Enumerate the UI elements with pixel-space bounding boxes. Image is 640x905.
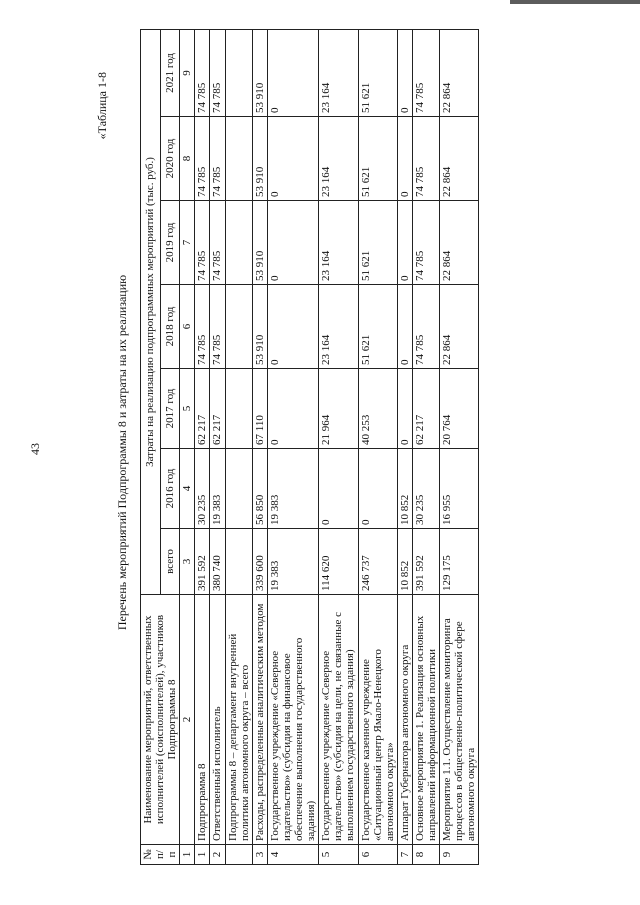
header-year: 2019 год xyxy=(160,201,180,285)
cell-2020: 22 864 xyxy=(440,117,479,201)
cell-2020: 74 785 xyxy=(210,117,225,201)
cell-2021: 74 785 xyxy=(412,29,439,116)
cell-2018: 74 785 xyxy=(412,285,439,369)
row-number: 4 xyxy=(267,845,318,865)
header-year: 2021 год xyxy=(160,29,180,116)
column-index: 6 xyxy=(180,285,195,369)
cell-2018: 74 785 xyxy=(195,285,210,369)
cell-2017: 67 110 xyxy=(252,369,267,449)
cell-total: 114 620 xyxy=(319,529,358,595)
row-number: 1 xyxy=(195,845,210,865)
cell-2016: 30 235 xyxy=(195,449,210,529)
cell-total: 391 592 xyxy=(412,529,439,595)
cell-2021: 74 785 xyxy=(210,29,225,116)
table-row xyxy=(267,29,318,864)
cell-2021 xyxy=(225,29,252,116)
cell-2019: 74 785 xyxy=(195,201,210,285)
row-number: 7 xyxy=(397,845,412,865)
table-row xyxy=(195,29,210,864)
page-number: 43 xyxy=(28,443,42,455)
cell-2017: 62 217 xyxy=(195,369,210,449)
column-index-row xyxy=(180,29,195,864)
cell-2017: 62 217 xyxy=(210,369,225,449)
cell-2018: 23 164 xyxy=(319,285,358,369)
cell-2020: 74 785 xyxy=(412,117,439,201)
header-number: № п/п xyxy=(141,845,180,865)
cell-2019: 23 164 xyxy=(319,201,358,285)
table-row xyxy=(397,29,412,864)
cell-2021: 53 910 xyxy=(252,29,267,116)
table-row xyxy=(210,29,225,864)
header-costs-group: Затраты на реализацию подпрограммных мероприятий (тыс. руб.) xyxy=(141,29,161,594)
cell-total: 129 175 xyxy=(440,529,479,595)
cell-2018: 0 xyxy=(397,285,412,369)
row-name: Аппарат Губернатора автономного округа xyxy=(397,595,412,845)
cell-2021: 0 xyxy=(267,29,318,116)
row-name: Мероприятие 1.1. Осуществление мониторинга процессов в общественно-политической сфере автономного округа xyxy=(440,595,479,845)
cell-2016: 10 852 xyxy=(397,449,412,529)
column-index: 8 xyxy=(180,117,195,201)
cell-2018: 22 864 xyxy=(440,285,479,369)
cell-2020: 53 910 xyxy=(252,117,267,201)
cell-2019: 51 621 xyxy=(358,201,397,285)
cell-2020: 74 785 xyxy=(195,117,210,201)
cell-2021: 0 xyxy=(397,29,412,116)
cell-2017: 21 964 xyxy=(319,369,358,449)
cell-2020: 51 621 xyxy=(358,117,397,201)
cell-2021: 74 785 xyxy=(195,29,210,116)
row-name: Подпрограммы 8 – департамент внутренней политики автономного округа – всего xyxy=(225,595,252,845)
cell-2019: 74 785 xyxy=(412,201,439,285)
cell-2018 xyxy=(225,285,252,369)
cell-2019: 22 864 xyxy=(440,201,479,285)
document-title: Перечень мероприятий Подпрограммы 8 и затраты на их реализацию xyxy=(115,274,129,631)
row-name: Ответственный исполнитель xyxy=(210,595,225,845)
header-year: 2018 год xyxy=(160,285,180,369)
table-row xyxy=(225,29,252,864)
cell-2019: 0 xyxy=(397,201,412,285)
cell-2017: 20 764 xyxy=(440,369,479,449)
row-number xyxy=(225,845,252,865)
cell-2016: 19 383 xyxy=(267,449,318,529)
cell-total: 246 737 xyxy=(358,529,397,595)
cell-2017: 0 xyxy=(267,369,318,449)
cell-2016: 19 383 xyxy=(210,449,225,529)
cell-2021: 51 621 xyxy=(358,29,397,116)
cell-total xyxy=(225,529,252,595)
cell-2018: 51 621 xyxy=(358,285,397,369)
cell-2016: 30 235 xyxy=(412,449,439,529)
row-number: 9 xyxy=(440,845,479,865)
cell-2016: 0 xyxy=(319,449,358,529)
cell-2019: 74 785 xyxy=(210,201,225,285)
cell-2018: 74 785 xyxy=(210,285,225,369)
row-number: 8 xyxy=(412,845,439,865)
cell-total: 10 852 xyxy=(397,529,412,595)
cell-total: 380 740 xyxy=(210,529,225,595)
cell-2016: 56 850 xyxy=(252,449,267,529)
column-index: 3 xyxy=(180,529,195,595)
cell-2019: 0 xyxy=(267,201,318,285)
column-index: 5 xyxy=(180,369,195,449)
cell-2016: 16 955 xyxy=(440,449,479,529)
row-number: 2 xyxy=(210,845,225,865)
cell-2017: 0 xyxy=(397,369,412,449)
table-label: «Таблица 1-8 xyxy=(95,72,109,140)
cell-2017: 62 217 xyxy=(412,369,439,449)
table-row xyxy=(252,29,267,864)
cell-2019 xyxy=(225,201,252,285)
row-number: 3 xyxy=(252,845,267,865)
table-row xyxy=(440,29,479,864)
table-row xyxy=(412,29,439,864)
cell-2016: 0 xyxy=(358,449,397,529)
cell-2019: 53 910 xyxy=(252,201,267,285)
column-index: 9 xyxy=(180,29,195,116)
cell-2020: 23 164 xyxy=(319,117,358,201)
costs-table xyxy=(140,29,479,865)
cell-2018: 53 910 xyxy=(252,285,267,369)
table-row xyxy=(319,29,358,864)
cell-2021: 22 864 xyxy=(440,29,479,116)
cell-2017 xyxy=(225,369,252,449)
row-number: 6 xyxy=(358,845,397,865)
row-number: 5 xyxy=(319,845,358,865)
row-name: Государственное учреждение «Северное издательство» (субсидия на финансовое обеспечение выполнения государственного задания) xyxy=(267,595,318,845)
header-year: 2016 год xyxy=(160,449,180,529)
table-row xyxy=(358,29,397,864)
column-index: 4 xyxy=(180,449,195,529)
row-name: Основное мероприятие 1. Реализация основных направлений информационной политики xyxy=(412,595,439,845)
row-name: Расходы, распределенные аналитическим методом xyxy=(252,595,267,845)
header-year: 2017 год xyxy=(160,369,180,449)
header-year: 2020 год xyxy=(160,117,180,201)
row-name: Государственное учреждение «Северное издательство» (субсидия на цели, не связанные с выполнением государственного задания) xyxy=(319,595,358,845)
cell-2021: 23 164 xyxy=(319,29,358,116)
cell-2020: 0 xyxy=(397,117,412,201)
header-name: Наименование мероприятий, ответственных исполнителей (соисполнителей), участников Подпрограммы 8 xyxy=(141,595,180,845)
column-index: 7 xyxy=(180,201,195,285)
cell-total: 19 383 xyxy=(267,529,318,595)
cell-2020 xyxy=(225,117,252,201)
cell-total: 391 592 xyxy=(195,529,210,595)
cell-2018: 0 xyxy=(267,285,318,369)
row-name: Подпрограмма 8 xyxy=(195,595,210,845)
column-index: 2 xyxy=(180,595,195,845)
column-index: 1 xyxy=(180,845,195,865)
cell-2020: 0 xyxy=(267,117,318,201)
header-total: всего xyxy=(160,529,180,595)
row-name: Государственное казенное учреждение «Ситуационный центр Ямало-Ненецкого автономного округа» xyxy=(358,595,397,845)
cell-2016 xyxy=(225,449,252,529)
cell-2017: 40 253 xyxy=(358,369,397,449)
cell-total: 339 600 xyxy=(252,529,267,595)
